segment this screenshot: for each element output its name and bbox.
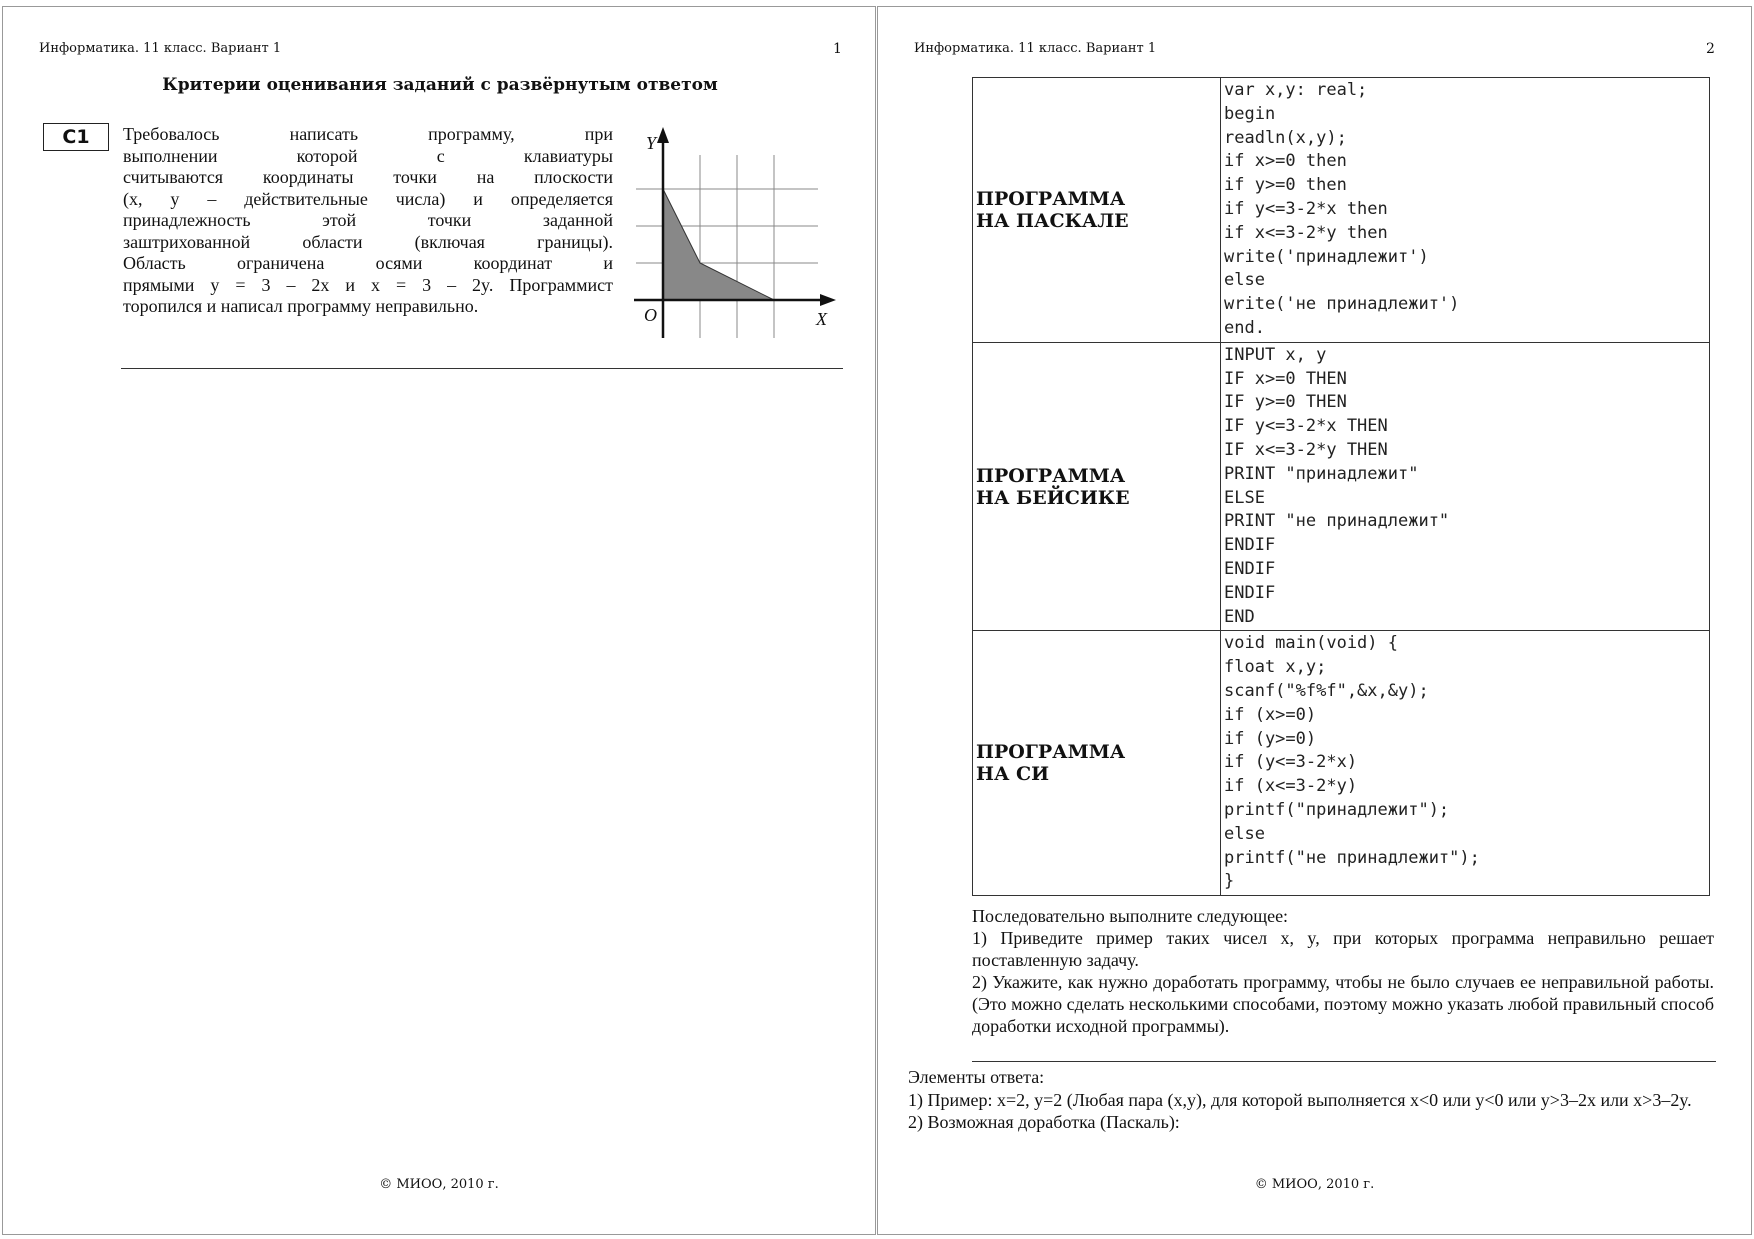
instruction-paragraph: 1) Приведите пример таких чисел x, y, при которых программа неправильно решает поставленную задачу. <box>972 928 1714 970</box>
axes <box>634 139 824 338</box>
language-line: НА ПАСКАЛЕ <box>976 209 1129 232</box>
program-language <box>973 78 1221 343</box>
code-line: if (x<=3-2*y) <box>1224 776 1358 797</box>
page-footer: © МИОО, 2010 г. <box>1254 1177 1375 1192</box>
code-line: float x,y; <box>1224 657 1327 678</box>
page-2 <box>877 6 1752 1235</box>
code-line: } <box>1224 871 1235 892</box>
code-line: ENDIF <box>1224 558 1276 579</box>
task-line: торопился и написал программу неправильно. <box>123 296 479 316</box>
y-axis-label: Y <box>646 133 657 153</box>
code-line: write('не принадлежит') <box>1224 294 1460 315</box>
language-line: ПРОГРАММА <box>976 464 1126 487</box>
program-row-basic <box>973 342 1710 631</box>
code-line: END <box>1224 606 1255 627</box>
code-line: if y<=3-2*x then <box>1224 198 1388 219</box>
code-line: if y>=0 then <box>1224 175 1347 196</box>
language-line: ПРОГРАММА <box>976 187 1126 210</box>
instruction-paragraph: Последовательно выполните следующее: <box>972 906 1289 926</box>
task-line: Область ограничена осями координат и <box>123 253 613 273</box>
code-line: begin <box>1224 103 1276 124</box>
code-line: end. <box>1224 317 1265 338</box>
answer-paragraph: Элементы ответа: <box>908 1067 1045 1087</box>
code-line: var x,y: real; <box>1224 80 1368 100</box>
shaded-region <box>663 189 774 300</box>
code-line: printf("принадлежит"); <box>1224 799 1450 820</box>
code-line: else <box>1224 270 1265 291</box>
language-line: НА СИ <box>976 763 1050 786</box>
task-label: C1 <box>43 123 109 151</box>
task-line: принадлежность этой точки заданной <box>123 210 613 230</box>
answer-paragraph: 2) Возможная доработка (Паскаль): <box>908 1112 1180 1132</box>
code-line: ENDIF <box>1224 535 1276 556</box>
code-line: IF x>=0 THEN <box>1224 368 1347 389</box>
task-line: (x, y – действительные числа) и определяется <box>123 188 613 209</box>
answer-paragraph: 1) Пример: x=2, y=2 (Любая пара (x,y), для которой выполняется x<0 или y<0 или y>3–2x или x>3–2y. <box>908 1089 1692 1110</box>
program-row-pascal <box>973 78 1710 343</box>
y-axis-arrow <box>657 127 669 143</box>
programs-table <box>972 77 1710 896</box>
task-text <box>123 124 613 318</box>
program-language <box>973 342 1221 631</box>
code-line: scanf("%f%f",&x,&y); <box>1224 680 1429 701</box>
code-line: ELSE <box>1224 487 1265 508</box>
program-code <box>1221 631 1710 896</box>
code-line: IF x<=3-2*y THEN <box>1224 439 1388 460</box>
answer-elements <box>908 1066 1718 1134</box>
code-line: if x>=0 then <box>1224 151 1347 172</box>
code-line: IF y<=3-2*x THEN <box>1224 416 1388 437</box>
page-number: 1 <box>833 41 842 57</box>
origin-label: O <box>644 305 657 325</box>
code-line: write('принадлежит') <box>1224 246 1429 267</box>
task-line: считываются координаты точки на плоскости <box>123 167 613 187</box>
program-language <box>973 631 1221 896</box>
instructions <box>972 905 1714 1037</box>
page-footer: © МИОО, 2010 г. <box>379 1177 499 1192</box>
code-line: if x<=3-2*y then <box>1224 222 1388 243</box>
code-line: PRINT "принадлежит" <box>1224 463 1419 484</box>
task-line: выполнении которой с клавиатуры <box>123 145 613 166</box>
code-line: printf("не принадлежит"); <box>1224 847 1480 868</box>
code-line: INPUT x, y <box>1224 344 1327 365</box>
criteria-title: Критерии оценивания заданий с развёрнутым ответом <box>162 75 718 95</box>
language-line: ПРОГРАММА <box>976 741 1126 764</box>
divider-line <box>121 368 843 369</box>
divider-line <box>972 1061 1716 1062</box>
task-line: прямыми y = 3 – 2x и x = 3 – 2y. Программист <box>123 274 613 295</box>
running-header: Информатика. 11 класс. Вариант 1 <box>39 41 282 56</box>
page-number: 2 <box>1706 41 1715 57</box>
task-line: заштрихованной области (включая границы). <box>123 231 613 252</box>
code-line: if (y>=0) <box>1224 728 1317 749</box>
task-line: Требовалось написать программу, при <box>123 124 613 144</box>
program-row-c <box>973 631 1710 896</box>
running-header: Информатика. 11 класс. Вариант 1 <box>914 41 1157 56</box>
code-line: readln(x,y); <box>1224 127 1347 148</box>
page-1 <box>2 6 876 1235</box>
instruction-paragraph: 2) Укажите, как нужно доработать программу, чтобы не было случаев ее неправильной работы. (Это можно сделать несколькими способами, поэтому можно указать любой правильный способ доработки исходной программы). <box>972 972 1714 1036</box>
code-line: IF y>=0 THEN <box>1224 392 1347 413</box>
code-line: if (y<=3-2*x) <box>1224 752 1358 773</box>
language-line: НА БЕЙСИКЕ <box>976 486 1130 509</box>
program-code <box>1221 78 1710 343</box>
x-axis-arrow <box>820 294 836 306</box>
x-axis-label: X <box>816 309 827 329</box>
code-line: PRINT "не принадлежит" <box>1224 511 1450 532</box>
code-line: else <box>1224 823 1265 844</box>
code-line: if (x>=0) <box>1224 704 1317 725</box>
region-graph <box>628 125 838 340</box>
code-line: void main(void) { <box>1224 633 1398 654</box>
program-code <box>1221 342 1710 631</box>
code-line: ENDIF <box>1224 582 1276 603</box>
